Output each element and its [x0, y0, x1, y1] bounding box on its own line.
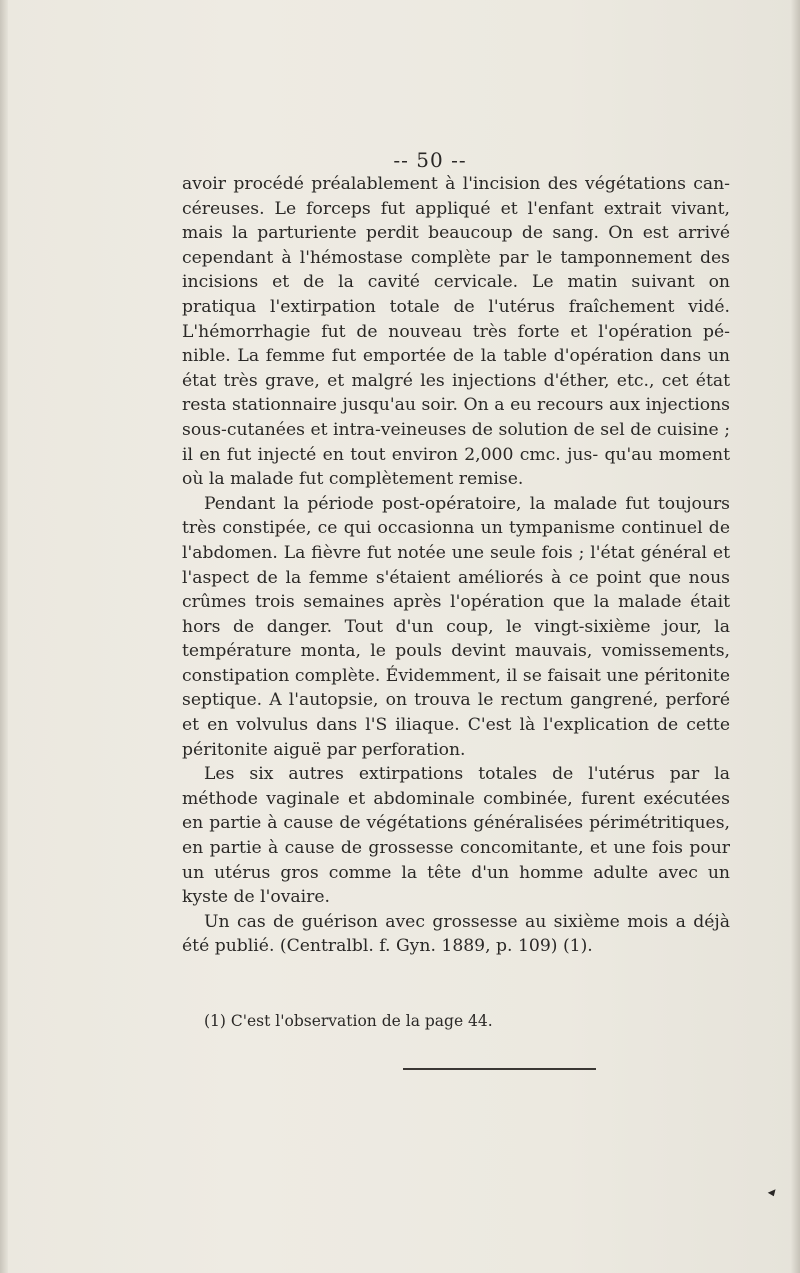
page-number: -- 50 -- — [393, 148, 467, 172]
paragraph-2: Pendant la période post-opératoire, la malade fut toujours très constipée, ce qui occasionna un tympanisme continuel de l'abdomen. La fièvre fut notée une seule fois ; l'état général et l'aspect de la femme s'étaient améliorés à ce point que nous crûmes trois semaines après l'opération que la malade était hors de danger. Tout d'un coup, le vingt-sixième jour, la température monta, le pouls devint mauvais, vomissements, constipation complète. Évidemment, il se faisait une péritonite septique. A l'autopsie, on trouva le rectum gangrené, perforé et en volvulus dans l'S iliaque. C'est là l'explication de cette péritonite aiguë par perforation. — [182, 493, 730, 760]
paragraph-3: Les six autres extirpations totales de l'utérus par la méthode vaginale et abdominale combinée, furent exécutées en partie à cause de végétations généralisées périmétritiques, en partie à cause de grossesse concomitante, et une fois pour un utérus gros comme la tête d'un homme adulte avec un kyste de l'ovaire. — [182, 764, 730, 908]
body-text — [182, 172, 730, 959]
paragraph-1: avoir procédé préalablement à l'incision des végétations can- céreuses. Le forceps fut appliqué et l'enfant extrait vivant, mais la parturiente perdit beaucoup de sang. On est arrivé cependant à l'hémostase complète par le tamponnement des incisions et de la cavité cervicale. Le matin suivant on pratiqua l'extirpation totale de l'utérus fraîchement vidé. L'hémorrhagie fut de nouveau très forte et l'opération pé- nible. La femme fut emportée de la table d'opération dans un état très grave, et malgré les injections d'éther, etc., cet état resta stationnaire jusqu'au soir. On a eu recours aux injections sous-cutanées et intra-veineuses de solution de sel de cuisine ; il en fut injecté en tout environ 2,000 cmc. jus- qu'au moment où la malade fut complètement remise. — [182, 174, 730, 490]
footnote-rule — [403, 1068, 596, 1070]
paragraph-4: Un cas de guérison avec grossesse au sixième mois a déjà été publié. (Centralbl. f. Gyn. 1889, p. 109) (1). — [182, 911, 730, 957]
page-left-edge — [0, 0, 8, 1273]
footnote: (1) C'est l'observation de la page 44. — [204, 1012, 493, 1030]
ink-speck — [768, 1187, 778, 1197]
page-right-edge — [790, 0, 800, 1273]
